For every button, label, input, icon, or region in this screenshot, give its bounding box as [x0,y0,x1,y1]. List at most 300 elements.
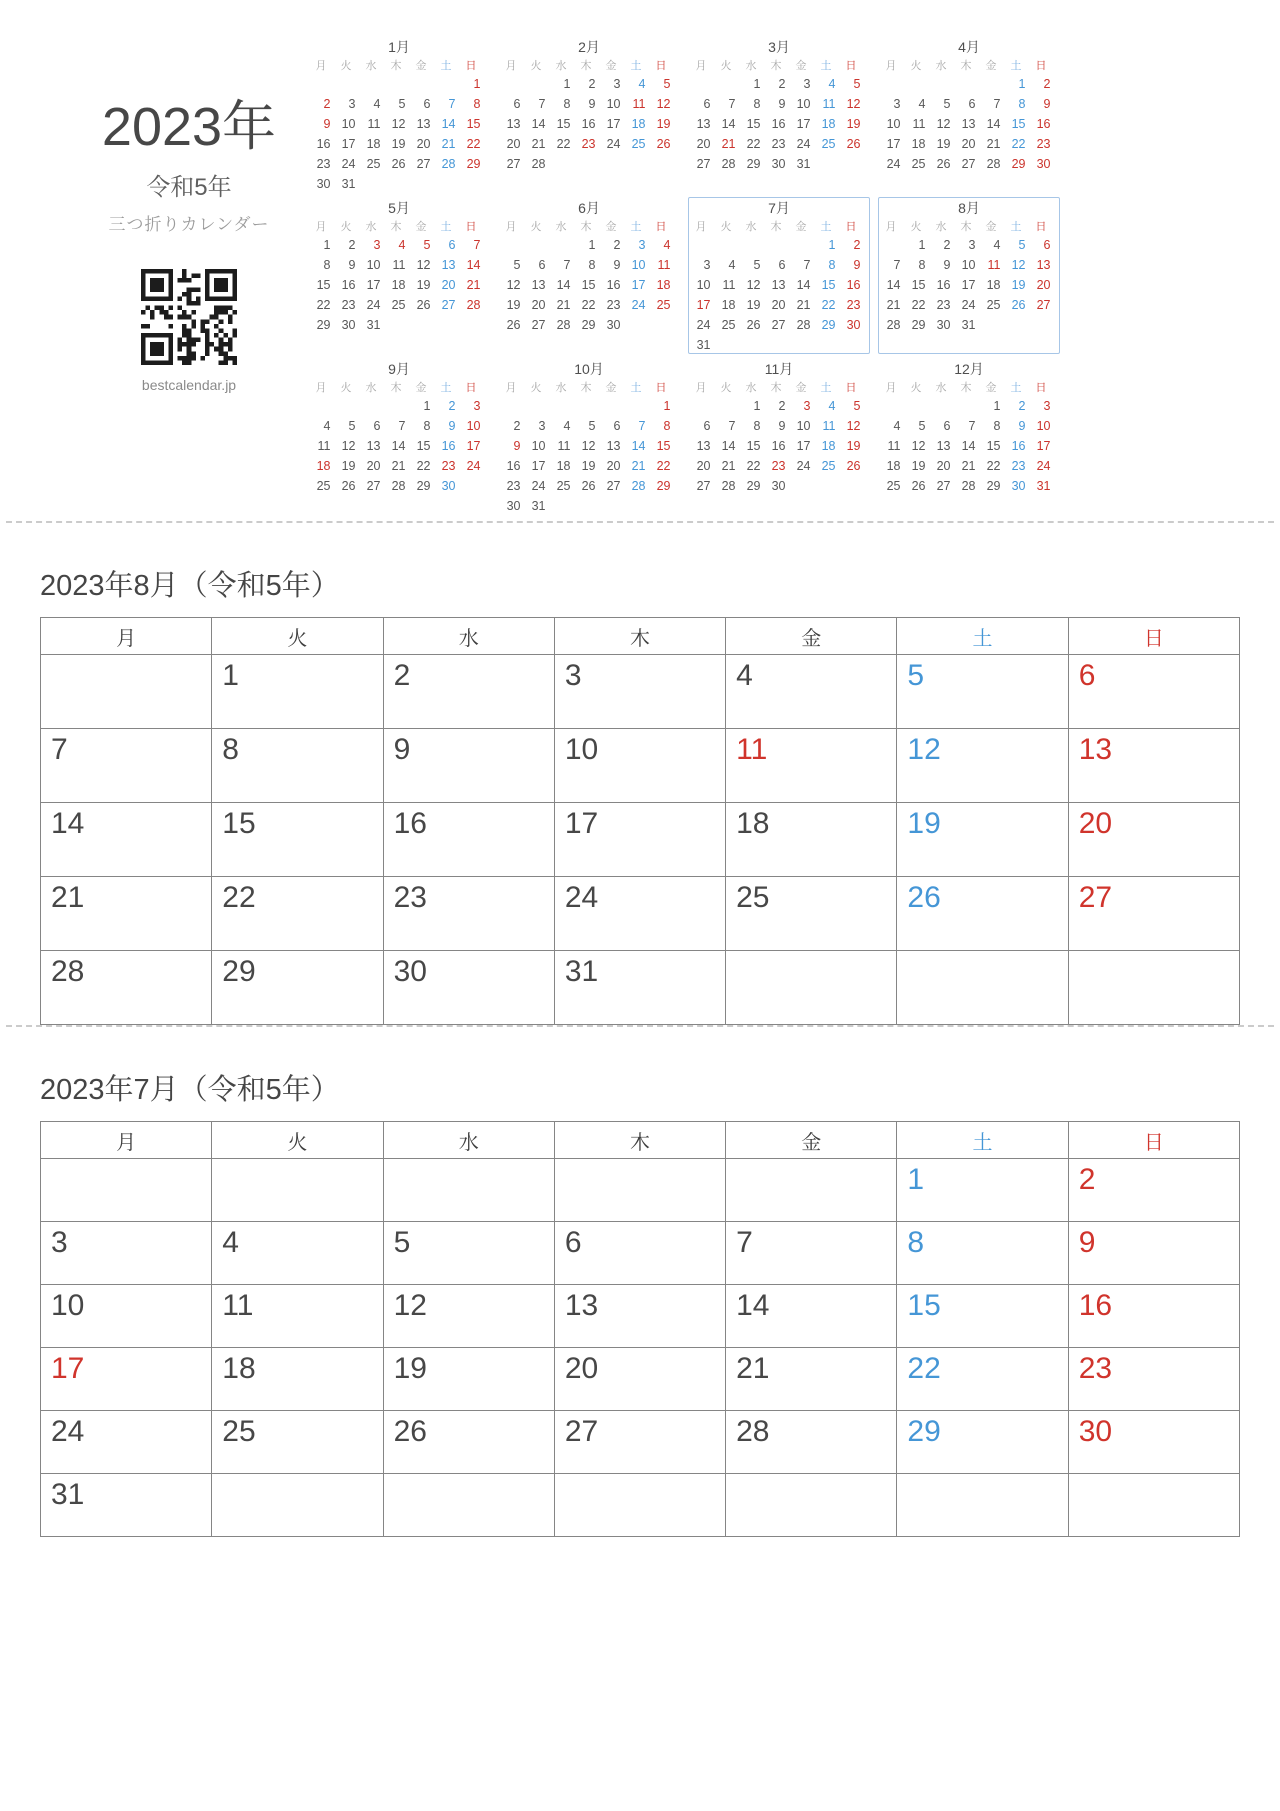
mini-day-cell: 5 [663,77,671,91]
mini-weekday-header: 日 [1035,221,1047,233]
mini-day-cell [527,235,552,255]
mini-weekday-header: 木 [390,60,402,72]
mini-day-cell: 23 [1011,459,1026,473]
day-cell [897,1474,1068,1537]
mini-day-cell: 25 [656,298,671,312]
mini-day-cell: 24 [796,137,811,151]
mini-day-cell: 9 [323,117,331,131]
mini-calendar-november [688,358,870,515]
mini-weekday-header: 日 [845,382,857,394]
day-cell: 29 [897,1411,1068,1474]
mini-day-cell: 25 [821,137,836,151]
mini-day-cell: 23 [1036,137,1051,151]
mini-day-cell: 21 [721,459,736,473]
mini-day-cell: 2 [778,77,786,91]
mini-day-cell: 31 [341,177,356,191]
mini-weekday-header: 金 [795,221,807,233]
mini-day-cell: 2 [613,238,621,252]
mini-weekday-header: 土 [1010,221,1022,233]
mini-day-cell: 4 [828,399,836,413]
mini-day-cell: 13 [771,278,786,292]
mini-month-title: 6月 [578,200,600,216]
mini-day-cell [577,154,602,174]
mini-day-cell: 14 [721,439,736,453]
month-title-july: 2023年7月（令和5年） [40,1074,340,1106]
mini-day-cell: 3 [373,238,381,252]
month-title-august: 2023年8月（令和5年） [40,570,340,602]
mini-weekday-header: 月 [695,60,707,72]
mini-day-cell: 28 [441,157,456,171]
mini-day-cell [602,396,627,416]
mini-day-cell: 19 [391,137,406,151]
mini-day-cell: 23 [771,137,786,151]
day-cell: 25 [726,877,897,951]
mini-weekday-header: 水 [365,382,377,394]
mini-day-cell: 8 [918,258,926,272]
mini-day-cell: 15 [466,117,481,131]
mini-day-cell: 19 [506,298,521,312]
mini-day-cell: 31 [696,338,711,352]
mini-day-cell: 18 [556,459,571,473]
mini-day-cell: 3 [803,77,811,91]
mini-day-cell: 5 [398,97,406,111]
mini-day-cell: 11 [887,439,901,453]
site-label: bestcalendar.jp [141,377,237,394]
mini-day-cell: 8 [423,419,431,433]
mini-weekday-header: 火 [910,221,922,233]
mini-day-cell: 19 [1011,278,1026,292]
weekday-header: 火 [212,618,383,655]
mini-month-table [312,217,487,335]
mini-weekday-header: 土 [630,221,642,233]
mini-day-cell: 6 [1043,238,1051,252]
day-cell [1068,951,1239,1025]
mini-calendar-june [498,197,680,354]
mini-day-cell: 14 [531,117,546,131]
mini-day-cell: 5 [513,258,521,272]
mini-day-cell [932,396,957,416]
mini-day-cell: 19 [416,278,431,292]
mini-weekday-header: 月 [315,382,327,394]
mini-day-cell [387,174,412,194]
mini-weekday-header: 火 [340,382,352,394]
mini-day-cell [842,476,867,496]
day-cell: 15 [212,803,383,877]
mini-day-cell: 16 [506,459,521,473]
mini-day-cell: 4 [918,97,926,111]
mini-day-cell: 9 [1018,419,1026,433]
day-cell [897,951,1068,1025]
mini-day-cell [502,235,527,255]
day-cell [726,1474,897,1537]
mini-day-cell [652,154,677,174]
mini-day-cell: 25 [886,479,901,493]
mini-weekday-header: 日 [655,60,667,72]
mini-day-cell: 15 [416,439,431,453]
mini-day-cell: 20 [441,278,456,292]
mini-day-cell: 30 [771,157,786,171]
day-cell: 27 [554,1411,725,1474]
mini-day-cell: 21 [466,278,481,292]
month-table-july [40,1121,1240,1537]
mini-day-cell: 16 [936,278,951,292]
mini-day-cell: 25 [391,298,406,312]
mini-weekday-header: 土 [820,60,832,72]
mini-weekday-header: 日 [1035,382,1047,394]
mini-day-cell: 10 [1036,419,1051,433]
mini-day-cell: 25 [821,459,836,473]
day-cell: 16 [383,803,554,877]
mini-weekday-header: 土 [1010,60,1022,72]
mini-day-cell: 28 [721,157,736,171]
mini-weekday-header: 火 [720,60,732,72]
mini-weekday-header: 金 [415,221,427,233]
mini-day-cell [362,396,387,416]
mini-day-cell: 26 [746,318,761,332]
mini-day-cell: 20 [531,298,546,312]
mini-day-cell: 9 [778,97,786,111]
mini-day-cell [882,74,907,94]
mini-day-cell: 8 [563,97,571,111]
mini-day-cell: 13 [531,278,546,292]
mini-weekday-header: 火 [910,382,922,394]
mini-day-cell [502,396,527,416]
era-label: 令和5年 [146,174,232,202]
day-cell: 29 [212,951,383,1025]
mini-day-cell: 10 [606,97,621,111]
mini-day-cell [882,396,907,416]
day-cell: 28 [726,1411,897,1474]
mini-day-cell: 6 [373,419,381,433]
mini-day-cell: 18 [821,439,836,453]
mini-day-cell: 11 [392,258,406,272]
mini-day-cell: 10 [696,278,711,292]
mini-day-cell: 23 [936,298,951,312]
day-cell: 19 [383,1348,554,1411]
mini-day-cell: 20 [696,459,711,473]
mini-day-cell: 1 [473,77,481,91]
mini-day-cell: 9 [588,97,596,111]
mini-day-cell: 12 [846,419,861,433]
month-section-august [40,523,1240,1025]
mini-day-cell: 22 [821,298,836,312]
brand-block [58,98,320,393]
mini-weekday-header: 火 [720,382,732,394]
mini-day-cell [717,396,742,416]
day-cell: 1 [212,655,383,729]
mini-day-cell: 8 [473,97,481,111]
mini-day-cell: 19 [656,117,671,131]
mini-weekday-header: 水 [555,60,567,72]
mini-day-cell: 21 [441,137,456,151]
mini-day-cell: 1 [918,238,926,252]
mini-day-cell: 6 [968,97,976,111]
mini-day-cell: 8 [1018,97,1026,111]
mini-day-cell [627,154,652,174]
day-cell: 30 [1068,1411,1239,1474]
mini-day-cell: 28 [796,318,811,332]
mini-month-title: 8月 [958,200,980,216]
day-cell: 26 [383,1411,554,1474]
day-cell [41,1159,212,1222]
mini-day-cell [742,335,767,355]
mini-day-cell: 22 [416,459,431,473]
mini-day-cell [462,476,487,496]
day-cell: 23 [1068,1348,1239,1411]
mini-day-cell [692,235,717,255]
mini-day-cell [957,396,982,416]
day-cell: 8 [897,1222,1068,1285]
mini-day-cell: 11 [557,439,571,453]
mini-weekday-header: 火 [720,221,732,233]
day-cell: 1 [897,1159,1068,1222]
mini-day-cell: 25 [556,479,571,493]
mini-day-cell [907,74,932,94]
mini-day-cell: 31 [961,318,976,332]
mini-day-cell: 18 [721,298,736,312]
mini-day-cell: 14 [721,117,736,131]
day-cell: 10 [554,729,725,803]
mini-day-cell: 5 [423,238,431,252]
mini-day-cell: 19 [936,137,951,151]
mini-day-cell: 18 [391,278,406,292]
mini-day-cell: 3 [1043,399,1051,413]
mini-day-cell: 27 [771,318,786,332]
mini-day-cell: 26 [341,479,356,493]
mini-day-cell: 25 [631,137,646,151]
mini-calendar-august-highlighted [878,197,1060,354]
mini-day-cell: 24 [961,298,976,312]
mini-weekday-header: 土 [630,60,642,72]
mini-weekday-header: 月 [885,221,897,233]
mini-day-cell: 12 [656,97,671,111]
mini-day-cell [337,396,362,416]
weekday-header: 水 [383,1122,554,1159]
mini-weekday-header: 木 [580,221,592,233]
mini-month-title: 12月 [954,361,984,377]
mini-day-cell: 4 [638,77,646,91]
mini-day-cell: 5 [753,258,761,272]
mini-day-cell: 23 [846,298,861,312]
mini-day-cell: 23 [441,459,456,473]
mini-calendar-march [688,36,870,193]
mini-day-cell: 11 [987,258,1001,272]
mini-day-cell: 21 [631,459,646,473]
mini-day-cell [652,496,677,516]
mini-day-cell: 2 [513,419,521,433]
mini-day-cell: 30 [606,318,621,332]
mini-day-cell: 29 [656,479,671,493]
mini-calendar-may [308,197,490,354]
mini-day-cell: 13 [606,439,621,453]
mini-day-cell: 7 [968,419,976,433]
day-cell: 19 [897,803,1068,877]
mini-day-cell [767,335,792,355]
mini-weekday-header: 水 [745,382,757,394]
mini-day-cell: 11 [912,117,926,131]
mini-weekday-header: 火 [530,221,542,233]
mini-day-cell: 10 [631,258,646,272]
day-cell: 5 [383,1222,554,1285]
mini-day-cell: 12 [1011,258,1026,272]
mini-day-cell: 16 [316,137,331,151]
mini-day-cell [437,174,462,194]
mini-day-cell: 2 [323,97,331,111]
year-label: 2023年 [101,97,277,157]
mini-weekday-header: 水 [555,221,567,233]
mini-day-cell: 6 [423,97,431,111]
mini-day-cell: 15 [316,278,331,292]
mini-day-cell: 1 [993,399,1001,413]
mini-day-cell [437,74,462,94]
mini-day-cell: 9 [1043,97,1051,111]
mini-day-cell: 27 [441,298,456,312]
mini-day-cell: 12 [341,439,356,453]
mini-day-cell: 13 [696,117,711,131]
mini-day-cell: 12 [506,278,521,292]
mini-month-title: 7月 [768,200,790,216]
mini-weekday-header: 火 [530,60,542,72]
mini-day-cell: 8 [753,419,761,433]
mini-day-cell [552,154,577,174]
mini-day-cell [312,74,337,94]
mini-day-cell: 14 [556,278,571,292]
day-cell: 9 [383,729,554,803]
mini-day-cell: 2 [448,399,456,413]
mini-day-cell: 11 [632,97,646,111]
mini-weekday-header: 火 [340,221,352,233]
month-section-july [40,1027,1240,1537]
weekday-header: 日 [1068,618,1239,655]
mini-day-cell: 30 [846,318,861,332]
mini-day-cell: 29 [416,479,431,493]
mini-weekday-header: 月 [505,221,517,233]
day-cell [383,1159,554,1222]
mini-day-cell: 30 [771,479,786,493]
mini-day-cell: 4 [323,419,331,433]
mini-day-cell: 19 [341,459,356,473]
mini-day-cell: 17 [631,278,646,292]
mini-weekday-header: 日 [845,60,857,72]
mini-month-table [882,217,1057,335]
day-cell: 2 [383,655,554,729]
mini-day-cell: 26 [506,318,521,332]
mini-day-cell: 21 [531,137,546,151]
mini-day-cell: 8 [828,258,836,272]
mini-day-cell [692,74,717,94]
mini-day-cell: 4 [398,238,406,252]
mini-day-cell [842,154,867,174]
day-cell: 22 [897,1348,1068,1411]
mini-day-cell: 20 [1036,278,1051,292]
mini-day-cell: 25 [721,318,736,332]
mini-weekday-header: 火 [530,382,542,394]
mini-weekday-header: 木 [960,221,972,233]
mini-day-cell: 15 [746,117,761,131]
mini-day-cell: 13 [506,117,521,131]
mini-day-cell [717,335,742,355]
mini-weekday-header: 月 [505,382,517,394]
mini-calendar-january [308,36,490,193]
weekday-header: 日 [1068,1122,1239,1159]
mini-day-cell [957,74,982,94]
mini-day-cell: 1 [753,399,761,413]
mini-day-cell: 17 [696,298,711,312]
day-cell: 4 [212,1222,383,1285]
weekday-header: 木 [554,1122,725,1159]
mini-day-cell: 18 [631,117,646,131]
mini-day-cell: 27 [936,479,951,493]
day-cell: 7 [726,1222,897,1285]
mini-weekday-header: 木 [770,221,782,233]
mini-day-cell: 22 [746,459,761,473]
mini-weekday-header: 日 [655,221,667,233]
day-cell: 3 [554,655,725,729]
mini-weekday-header: 金 [605,382,617,394]
day-cell: 31 [41,1474,212,1537]
mini-weekday-header: 金 [605,221,617,233]
mini-day-cell: 11 [822,419,836,433]
mini-day-cell: 17 [466,439,481,453]
mini-day-cell: 26 [846,459,861,473]
mini-day-cell: 14 [441,117,456,131]
mini-day-cell: 31 [796,157,811,171]
year-overview-section [0,0,1280,521]
mini-day-cell [527,74,552,94]
day-cell [726,951,897,1025]
mini-weekday-header: 月 [315,221,327,233]
mini-day-cell [742,235,767,255]
mini-day-cell: 18 [366,137,381,151]
mini-day-cell: 2 [1018,399,1026,413]
mini-day-cell: 21 [556,298,571,312]
mini-day-cell: 4 [893,419,901,433]
mini-day-cell [602,154,627,174]
mini-day-cell: 10 [531,439,546,453]
day-cell: 17 [41,1348,212,1411]
mini-month-table [502,378,677,516]
mini-day-cell: 15 [556,117,571,131]
mini-weekday-header: 木 [960,60,972,72]
day-cell: 24 [554,877,725,951]
mini-day-cell: 22 [1011,137,1026,151]
mini-day-cell: 10 [796,419,811,433]
mini-day-cell [817,154,842,174]
mini-day-cell: 13 [961,117,976,131]
mini-day-cell [552,396,577,416]
mini-day-cell: 29 [316,318,331,332]
mini-day-cell [387,315,412,335]
mini-day-cell: 8 [588,258,596,272]
mini-weekday-header: 月 [885,60,897,72]
mini-weekday-header: 月 [505,60,517,72]
mini-day-cell: 22 [986,459,1001,473]
mini-day-cell: 25 [316,479,331,493]
mini-calendar-september [308,358,490,515]
mini-day-cell [312,396,337,416]
mini-day-cell: 7 [993,97,1001,111]
qr-code [141,269,237,365]
mini-day-cell: 30 [1011,479,1026,493]
mini-day-cell: 18 [986,278,1001,292]
mini-day-cell: 11 [657,258,671,272]
mini-day-cell: 24 [796,459,811,473]
mini-weekday-header: 火 [340,60,352,72]
day-cell: 31 [554,951,725,1025]
day-cell: 23 [383,877,554,951]
mini-weekday-header: 日 [465,221,477,233]
mini-day-cell: 12 [846,97,861,111]
